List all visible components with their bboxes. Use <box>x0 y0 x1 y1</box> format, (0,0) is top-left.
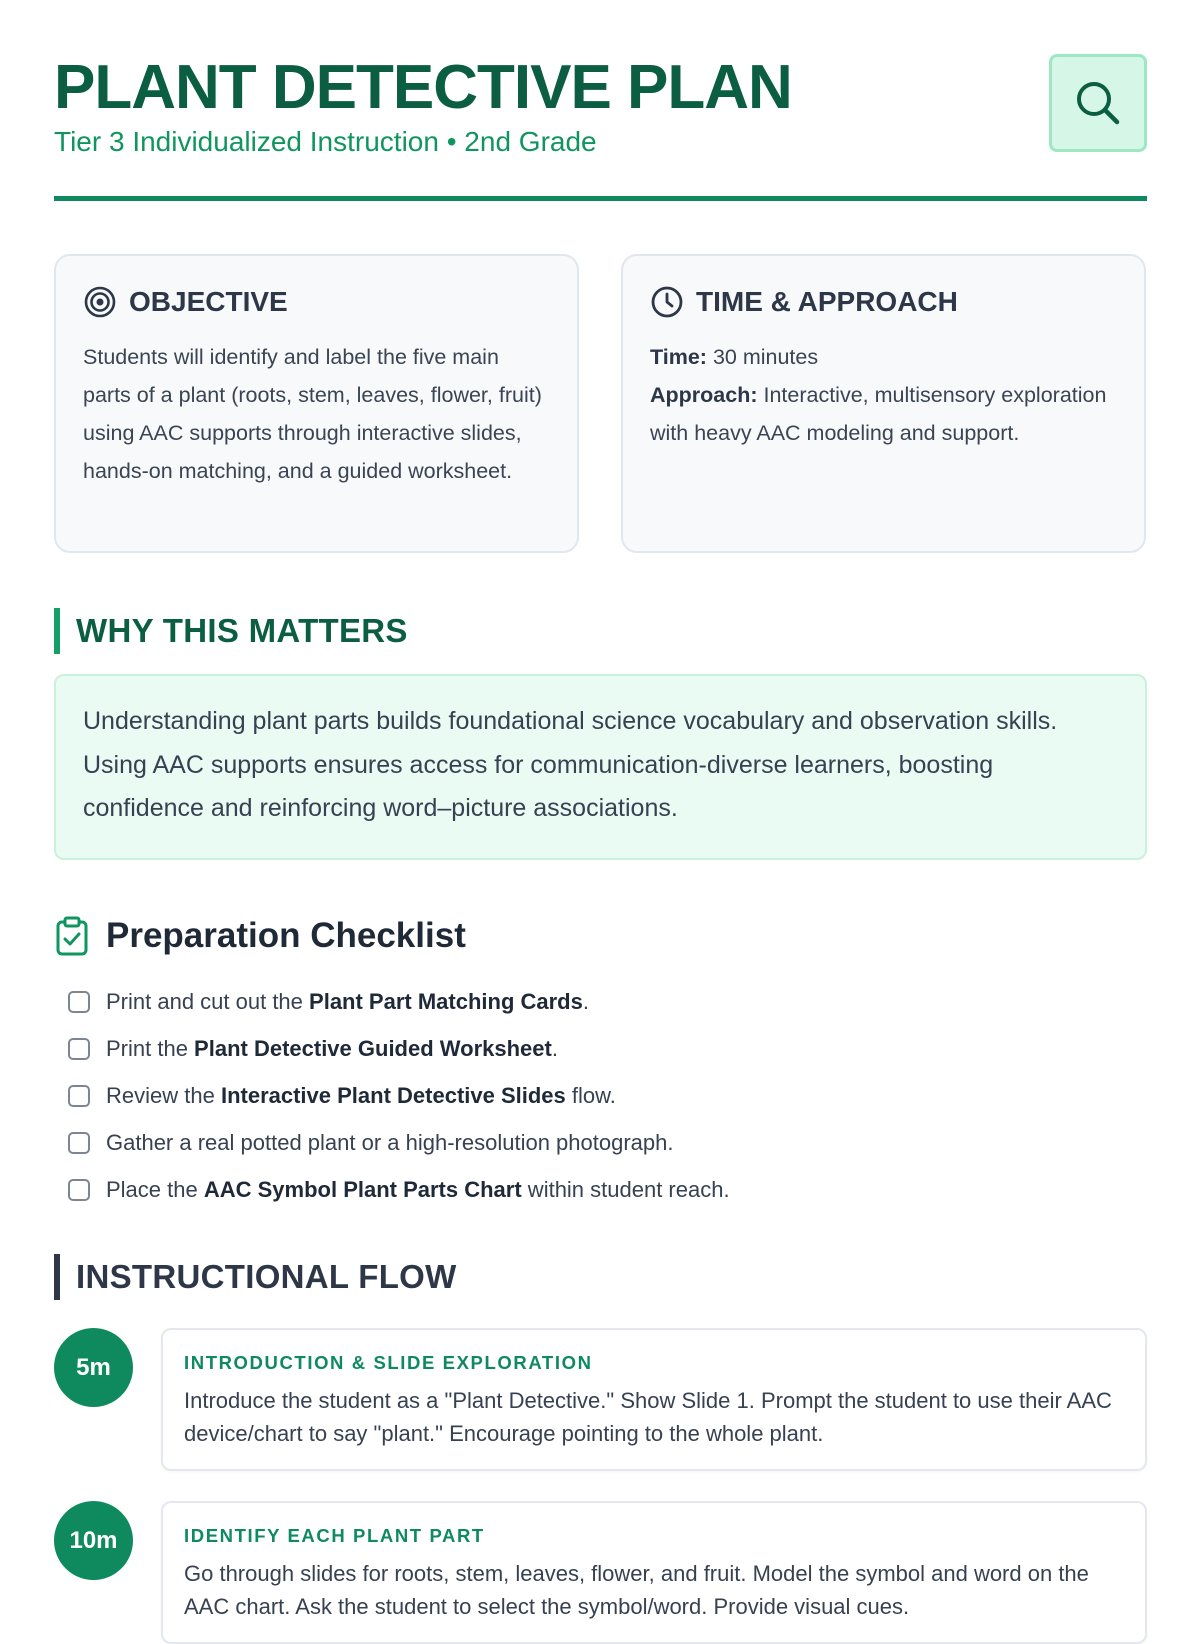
checklist-item-bold: AAC Symbol Plant Parts Chart <box>203 1176 522 1202</box>
checkbox[interactable] <box>68 991 90 1013</box>
objective-card <box>54 254 579 553</box>
objective-text: Students will identify and label the five main parts of a plant (roots, stem, leaves, flower, fruit) using AAC supports through interactive slides, hands-on matching, and a guided worksheet. <box>83 345 542 483</box>
checklist-item-text: Print and cut out the <box>106 988 310 1014</box>
approach-line <box>650 376 1117 452</box>
time-approach-title: TIME & APPROACH <box>696 286 958 317</box>
checklist-title: Preparation Checklist <box>106 916 466 955</box>
checkbox[interactable] <box>68 1085 90 1107</box>
checklist-item <box>68 1119 730 1166</box>
why-heading: WHY THIS MATTERS <box>54 608 408 654</box>
checklist-item <box>68 1166 730 1213</box>
info-cards <box>54 254 1147 553</box>
step-title: INTRODUCTION & SLIDE EXPLORATION <box>184 1352 593 1373</box>
checklist-item <box>68 1072 730 1119</box>
clock-icon <box>650 285 684 319</box>
time-approach-text <box>650 338 1117 452</box>
search-icon <box>1073 78 1123 128</box>
time-value: 30 minutes <box>712 345 819 369</box>
step-card <box>161 1501 1147 1644</box>
approach-label: Approach: <box>650 383 758 407</box>
checklist-item-text: Print the <box>106 1035 195 1061</box>
checkbox[interactable] <box>68 1179 90 1201</box>
checkbox[interactable] <box>68 1038 90 1060</box>
duration-badge: 5m <box>54 1328 133 1407</box>
why-text: Understanding plant parts builds foundational science vocabulary and observation skills. Using AAC supports ensures access for communication-diverse learners, boosting confidence and reinforcing word–picture associations. <box>54 674 1147 860</box>
step-text: Introduce the student as a "Plant Detective." Show Slide 1. Prompt the student to use their AAC device/chart to say "plant." Encourage pointing to the whole plant. <box>184 1388 1112 1446</box>
checklist-item-text: Review the <box>106 1082 221 1108</box>
checklist <box>68 978 730 1213</box>
approach-value: Interactive, multisensory exploration with heavy AAC modeling and support. <box>650 383 1107 445</box>
checklist-item-bold: Plant Part Matching Cards <box>309 988 583 1014</box>
flow-heading: INSTRUCTIONAL FLOW <box>54 1254 457 1300</box>
header <box>54 0 1147 201</box>
objective-title: OBJECTIVE <box>129 286 288 317</box>
checklist-item-suffix: flow. <box>565 1082 616 1108</box>
checklist-item-bold: Interactive Plant Detective Slides <box>220 1082 566 1108</box>
step-title: IDENTIFY EACH PLANT PART <box>184 1525 485 1546</box>
checklist-item-bold: Plant Detective Guided Worksheet <box>194 1035 552 1061</box>
page-subtitle: Tier 3 Individualized Instruction • 2nd Grade <box>54 126 597 157</box>
checklist-item-suffix: . <box>582 988 589 1014</box>
time-label: Time: <box>650 345 707 369</box>
step-text: Go through slides for roots, stem, leaves, flower, and fruit. Model the symbol and word on the AAC chart. Ask the student to select the symbol/word. Provide visual cues. <box>184 1561 1089 1619</box>
step-card <box>161 1328 1147 1471</box>
checklist-item-suffix: . <box>551 1035 558 1061</box>
checklist-heading <box>54 912 466 960</box>
page-title: PLANT DETECTIVE PLAN <box>54 53 792 122</box>
checklist-item-text: Place the <box>106 1176 204 1202</box>
checklist-item-text: Gather a real potted plant or a high-resolution photograph. <box>106 1129 674 1155</box>
checklist-item <box>68 978 730 1025</box>
duration-badge: 10m <box>54 1501 133 1580</box>
checklist-item-suffix: within student reach. <box>521 1176 730 1202</box>
lesson-plan-page <box>54 0 1147 1619</box>
time-line <box>650 338 1117 376</box>
clipboard-check-icon <box>54 916 90 956</box>
checkbox[interactable] <box>68 1132 90 1154</box>
checklist-item <box>68 1025 730 1072</box>
target-icon <box>83 285 117 319</box>
time-approach-card <box>621 254 1146 553</box>
search-button[interactable] <box>1049 54 1147 152</box>
